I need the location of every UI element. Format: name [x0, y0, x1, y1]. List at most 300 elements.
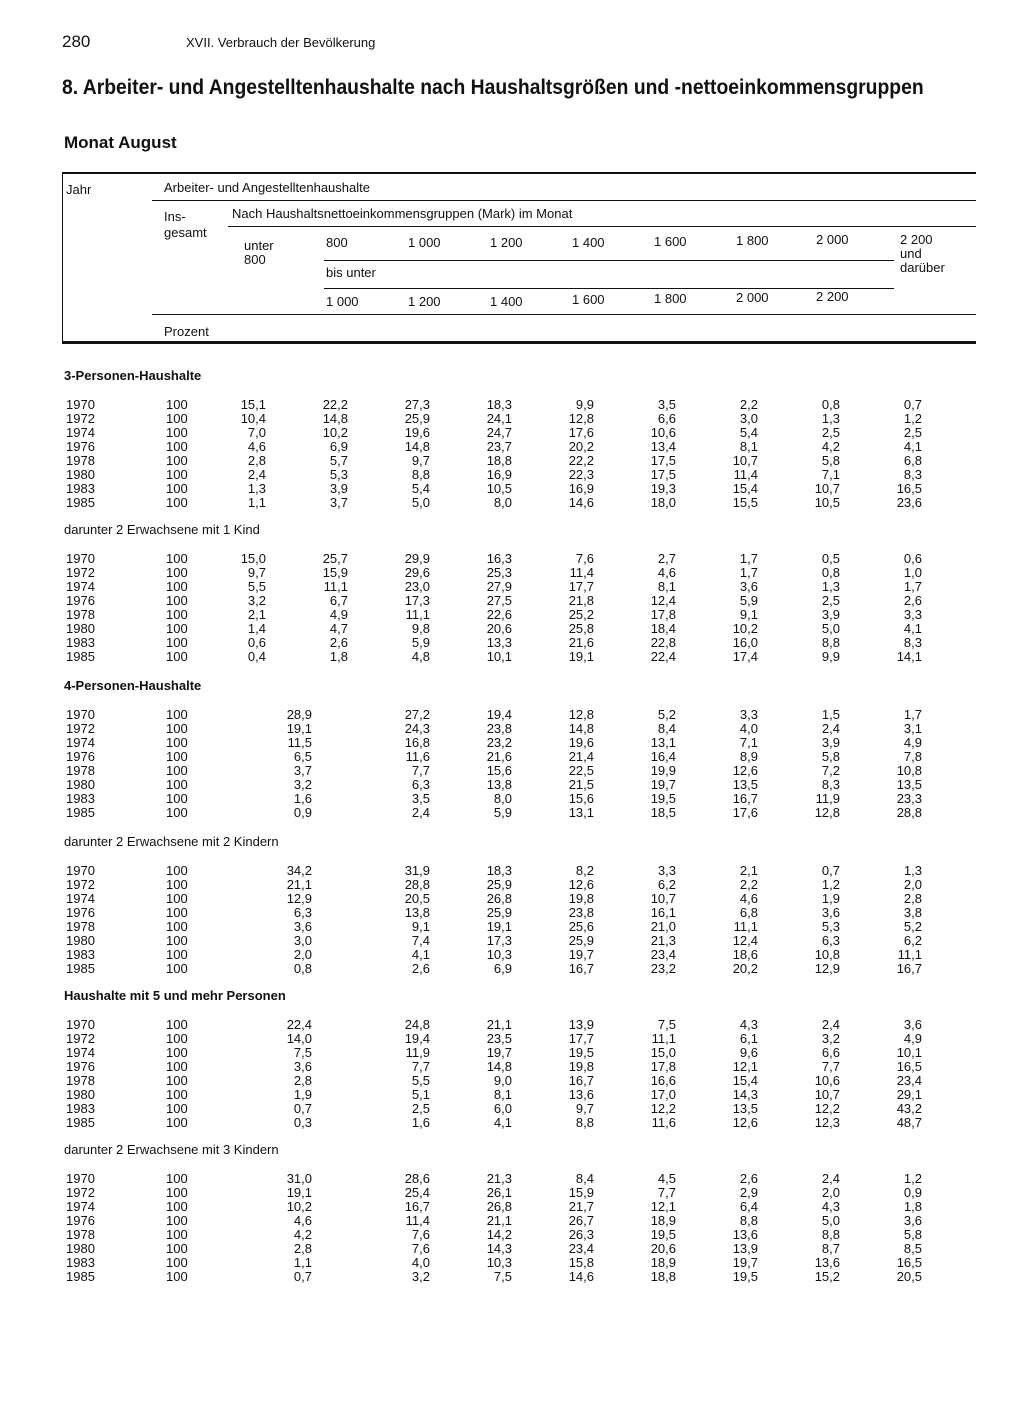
- cell-value: 8,7: [821, 1241, 840, 1256]
- cell-value: 1,7: [739, 551, 758, 566]
- cell-value: 27,3: [404, 397, 430, 412]
- cell-value: 10,8: [814, 947, 840, 962]
- cell-value: 2,8: [247, 453, 266, 468]
- cell-value: 16,4: [650, 749, 676, 764]
- header-income-group: Nach Haushaltsnettoeinkommensgruppen (Mark) im Monat: [232, 206, 573, 221]
- cell-value: 12,6: [568, 877, 594, 892]
- cell-year: 1978: [66, 453, 95, 468]
- table-row: [0, 1060, 1024, 1074]
- cell-value: 17,4: [732, 649, 758, 664]
- cell-value: 2,8: [293, 1241, 312, 1256]
- cell-value: 2,5: [821, 425, 840, 440]
- cell-value: 22,4: [286, 1017, 312, 1032]
- cell-value: 22,2: [568, 453, 594, 468]
- cell-value: 13,6: [814, 1255, 840, 1270]
- cell-value: 17,6: [568, 425, 594, 440]
- table-row: [0, 962, 1024, 976]
- cell-year: 1985: [66, 1115, 95, 1130]
- cell-value: 16,5: [896, 1059, 922, 1074]
- cell-value: 7,1: [739, 735, 758, 750]
- cell-year: 1985: [66, 805, 95, 820]
- cell-value: 6,8: [739, 905, 758, 920]
- cell-value: 8,8: [821, 1227, 840, 1242]
- cell-value: 29,9: [404, 551, 430, 566]
- cell-value: 8,8: [575, 1115, 594, 1130]
- cell-value: 13,3: [486, 635, 512, 650]
- cell-value: 25,2: [568, 607, 594, 622]
- cell-value: 17,5: [650, 453, 676, 468]
- cell-year: 1976: [66, 1059, 95, 1074]
- cell-value: 8,4: [657, 721, 676, 736]
- cell-value: 2,0: [293, 947, 312, 962]
- cell-value: 1,7: [739, 565, 758, 580]
- cell-value: 2,5: [903, 425, 922, 440]
- cell-value: 1,7: [903, 707, 922, 722]
- table-row: [0, 1116, 1024, 1130]
- cell-value: 6,2: [903, 933, 922, 948]
- cell-value: 11,9: [405, 1045, 430, 1060]
- cell-value: 10,7: [650, 891, 676, 906]
- cell-value: 22,4: [650, 649, 676, 664]
- header-insgesamt-1: Ins-: [164, 209, 186, 224]
- cell-value: 8,9: [739, 749, 758, 764]
- cell-value: 3,7: [293, 763, 312, 778]
- cell-value: 9,9: [575, 397, 594, 412]
- cell-value: 11,1: [897, 947, 922, 962]
- table-row: [0, 398, 1024, 412]
- cell-insgesamt: 100: [166, 947, 188, 962]
- cell-insgesamt: 100: [166, 1171, 188, 1186]
- cell-value: 12,8: [814, 805, 840, 820]
- table-row: [0, 864, 1024, 878]
- cell-value: 5,4: [739, 425, 758, 440]
- cell-value: 4,9: [329, 607, 348, 622]
- cell-value: 1,0: [903, 565, 922, 580]
- cell-value: 15,2: [814, 1269, 840, 1284]
- cell-value: 15,8: [568, 1255, 594, 1270]
- cell-insgesamt: 100: [166, 481, 188, 496]
- table-row: [0, 1200, 1024, 1214]
- cell-value: 5,8: [821, 749, 840, 764]
- cell-value: 1,1: [247, 495, 266, 510]
- cell-insgesamt: 100: [166, 1087, 188, 1102]
- cell-year: 1978: [66, 1073, 95, 1088]
- cell-value: 16,3: [486, 551, 512, 566]
- cell-value: 10,2: [286, 1199, 312, 1214]
- cell-year: 1978: [66, 1227, 95, 1242]
- cell-value: 5,0: [411, 495, 430, 510]
- cell-value: 19,1: [486, 919, 512, 934]
- cell-insgesamt: 100: [166, 579, 188, 594]
- cell-year: 1980: [66, 933, 95, 948]
- cell-year: 1974: [66, 1199, 95, 1214]
- cell-value: 18,5: [650, 805, 676, 820]
- table-row: [0, 1214, 1024, 1228]
- cell-value: 9,7: [247, 565, 266, 580]
- cell-value: 15,4: [732, 481, 758, 496]
- cell-value: 6,9: [329, 439, 348, 454]
- cell-value: 11,4: [405, 1213, 430, 1228]
- cell-value: 7,2: [821, 763, 840, 778]
- cell-value: 5,8: [903, 1227, 922, 1242]
- cell-insgesamt: 100: [166, 877, 188, 892]
- cell-value: 14,2: [486, 1227, 512, 1242]
- cell-value: 9,9: [821, 649, 840, 664]
- cell-value: 28,8: [896, 805, 922, 820]
- header-top-rule: [62, 172, 976, 174]
- cell-value: 6,6: [657, 411, 676, 426]
- cell-value: 0,7: [821, 863, 840, 878]
- cell-insgesamt: 100: [166, 397, 188, 412]
- cell-value: 5,3: [821, 919, 840, 934]
- section-title: 3-Personen-Haushalte: [64, 368, 202, 383]
- cell-year: 1972: [66, 1031, 95, 1046]
- cell-value: 8,8: [739, 1213, 758, 1228]
- cell-value: 3,6: [293, 919, 312, 934]
- cell-value: 1,7: [903, 579, 922, 594]
- section-title: 4-Personen-Haushalte: [64, 678, 202, 693]
- cell-year: 1985: [66, 649, 95, 664]
- cell-value: 15,6: [486, 763, 512, 778]
- cell-value: 6,4: [739, 1199, 758, 1214]
- cell-value: 13,9: [568, 1017, 594, 1032]
- cell-value: 21,5: [568, 777, 594, 792]
- table-row: [0, 594, 1024, 608]
- cell-value: 12,9: [286, 891, 312, 906]
- header-rule-5: [152, 314, 976, 315]
- cell-value: 1,4: [247, 621, 266, 636]
- cell-value: 23,5: [486, 1031, 512, 1046]
- cell-value: 12,9: [814, 961, 840, 976]
- table-row: [0, 552, 1024, 566]
- table-row: [0, 440, 1024, 454]
- cell-value: 4,2: [293, 1227, 312, 1242]
- cell-value: 7,6: [575, 551, 594, 566]
- table-row: [0, 778, 1024, 792]
- cell-value: 10,5: [486, 481, 512, 496]
- table-row: [0, 1046, 1024, 1060]
- cell-insgesamt: 100: [166, 439, 188, 454]
- table-row: [0, 636, 1024, 650]
- cell-value: 5,3: [329, 467, 348, 482]
- cell-value: 8,3: [821, 777, 840, 792]
- cell-value: 12,8: [568, 411, 594, 426]
- cell-year: 1974: [66, 579, 95, 594]
- cell-value: 18,9: [650, 1213, 676, 1228]
- cell-value: 15,4: [732, 1073, 758, 1088]
- cell-value: 14,3: [732, 1087, 758, 1102]
- cell-value: 7,6: [411, 1241, 430, 1256]
- cell-value: 2,5: [411, 1101, 430, 1116]
- table-row: [0, 496, 1024, 510]
- cell-value: 19,7: [732, 1255, 758, 1270]
- table-row: [0, 650, 1024, 664]
- cell-year: 1970: [66, 1017, 95, 1032]
- header-lower-2000: 2 000: [816, 232, 849, 247]
- cell-value: 23,7: [486, 439, 512, 454]
- cell-value: 9,1: [411, 919, 430, 934]
- cell-value: 17,3: [486, 933, 512, 948]
- cell-year: 1976: [66, 593, 95, 608]
- cell-value: 7,5: [493, 1269, 512, 1284]
- cell-value: 21,1: [486, 1213, 512, 1228]
- cell-value: 1,6: [293, 791, 312, 806]
- cell-insgesamt: 100: [166, 961, 188, 976]
- cell-year: 1980: [66, 621, 95, 636]
- cell-value: 18,8: [650, 1269, 676, 1284]
- cell-value: 8,1: [657, 579, 676, 594]
- table-row: [0, 1242, 1024, 1256]
- cell-value: 4,9: [903, 735, 922, 750]
- header-top-1: 2 200: [900, 232, 933, 247]
- cell-value: 16,7: [568, 961, 594, 976]
- cell-value: 16,9: [568, 481, 594, 496]
- cell-value: 12,8: [568, 707, 594, 722]
- header-unter-1: unter: [244, 238, 274, 253]
- cell-value: 0,7: [293, 1101, 312, 1116]
- section-title: Haushalte mit 5 und mehr Personen: [64, 988, 286, 1003]
- cell-value: 15,9: [322, 565, 348, 580]
- cell-value: 10,3: [486, 947, 512, 962]
- cell-value: 25,6: [568, 919, 594, 934]
- cell-value: 7,8: [903, 749, 922, 764]
- cell-value: 24,3: [404, 721, 430, 736]
- cell-value: 25,4: [404, 1185, 430, 1200]
- cell-value: 11,5: [287, 735, 312, 750]
- cell-value: 17,7: [568, 579, 594, 594]
- cell-value: 4,1: [493, 1115, 512, 1130]
- cell-year: 1970: [66, 1171, 95, 1186]
- cell-value: 7,7: [411, 763, 430, 778]
- cell-value: 25,9: [568, 933, 594, 948]
- table-row: [0, 764, 1024, 778]
- cell-year: 1974: [66, 425, 95, 440]
- cell-value: 16,8: [404, 735, 430, 750]
- cell-value: 7,4: [411, 933, 430, 948]
- cell-value: 16,7: [732, 791, 758, 806]
- cell-value: 25,9: [486, 877, 512, 892]
- cell-year: 1980: [66, 467, 95, 482]
- cell-insgesamt: 100: [166, 1255, 188, 1270]
- cell-value: 8,3: [903, 635, 922, 650]
- header-left-rule: [62, 172, 63, 342]
- cell-value: 10,1: [486, 649, 512, 664]
- cell-value: 12,4: [650, 593, 676, 608]
- cell-value: 14,1: [896, 649, 922, 664]
- cell-value: 0,9: [293, 805, 312, 820]
- cell-value: 23,2: [650, 961, 676, 976]
- cell-value: 13,9: [732, 1241, 758, 1256]
- cell-year: 1976: [66, 1213, 95, 1228]
- cell-value: 3,6: [903, 1213, 922, 1228]
- cell-insgesamt: 100: [166, 495, 188, 510]
- cell-value: 25,7: [322, 551, 348, 566]
- section-title: darunter 2 Erwachsene mit 1 Kind: [64, 522, 260, 537]
- cell-year: 1974: [66, 735, 95, 750]
- cell-insgesamt: 100: [166, 919, 188, 934]
- cell-value: 5,2: [657, 707, 676, 722]
- cell-value: 1,3: [821, 411, 840, 426]
- cell-value: 19,1: [286, 721, 312, 736]
- cell-value: 18,8: [486, 453, 512, 468]
- cell-value: 1,3: [247, 481, 266, 496]
- cell-value: 7,0: [247, 425, 266, 440]
- cell-value: 24,1: [486, 411, 512, 426]
- cell-value: 8,0: [493, 791, 512, 806]
- cell-value: 5,7: [329, 453, 348, 468]
- cell-value: 10,2: [322, 425, 348, 440]
- cell-insgesamt: 100: [166, 1031, 188, 1046]
- header-upper-1600: 1 600: [572, 292, 605, 307]
- table-row: [0, 412, 1024, 426]
- cell-value: 14,8: [404, 439, 430, 454]
- cell-value: 0,8: [821, 565, 840, 580]
- cell-value: 3,6: [293, 1059, 312, 1074]
- cell-value: 8,4: [575, 1171, 594, 1186]
- cell-value: 2,8: [293, 1073, 312, 1088]
- header-unter-2: 800: [244, 252, 266, 267]
- cell-value: 2,4: [821, 721, 840, 736]
- table-row: [0, 1186, 1024, 1200]
- cell-insgesamt: 100: [166, 1045, 188, 1060]
- cell-insgesamt: 100: [166, 735, 188, 750]
- cell-value: 19,6: [404, 425, 430, 440]
- cell-value: 26,7: [568, 1213, 594, 1228]
- cell-value: 10,8: [896, 763, 922, 778]
- cell-value: 4,8: [411, 649, 430, 664]
- cell-value: 21,6: [486, 749, 512, 764]
- cell-value: 3,2: [411, 1269, 430, 1284]
- cell-value: 6,2: [657, 877, 676, 892]
- cell-value: 0,8: [821, 397, 840, 412]
- cell-value: 26,8: [486, 1199, 512, 1214]
- cell-value: 2,7: [657, 551, 676, 566]
- cell-value: 1,8: [903, 1199, 922, 1214]
- cell-insgesamt: 100: [166, 621, 188, 636]
- cell-value: 15,5: [732, 495, 758, 510]
- cell-year: 1983: [66, 481, 95, 496]
- cell-year: 1972: [66, 1185, 95, 1200]
- cell-value: 10,6: [650, 425, 676, 440]
- cell-value: 16,0: [732, 635, 758, 650]
- cell-value: 29,6: [404, 565, 430, 580]
- cell-insgesamt: 100: [166, 635, 188, 650]
- table-row: [0, 608, 1024, 622]
- cell-value: 10,4: [240, 411, 266, 426]
- cell-value: 2,1: [247, 607, 266, 622]
- cell-value: 17,6: [732, 805, 758, 820]
- header-rule-3: [324, 260, 894, 261]
- cell-value: 19,7: [650, 777, 676, 792]
- cell-value: 8,1: [493, 1087, 512, 1102]
- cell-value: 10,6: [814, 1073, 840, 1088]
- header-group: Arbeiter- und Angestelltenhaushalte: [164, 180, 370, 195]
- cell-value: 3,3: [739, 707, 758, 722]
- cell-insgesamt: 100: [166, 1185, 188, 1200]
- table-row: [0, 708, 1024, 722]
- table-row: [0, 934, 1024, 948]
- cell-value: 5,9: [411, 635, 430, 650]
- cell-value: 10,3: [486, 1255, 512, 1270]
- cell-year: 1972: [66, 721, 95, 736]
- cell-value: 14,0: [286, 1031, 312, 1046]
- header-upper-1800: 1 800: [654, 291, 687, 306]
- cell-year: 1980: [66, 1087, 95, 1102]
- cell-value: 2,9: [739, 1185, 758, 1200]
- cell-value: 2,2: [739, 397, 758, 412]
- cell-value: 1,5: [821, 707, 840, 722]
- cell-year: 1978: [66, 919, 95, 934]
- cell-year: 1972: [66, 565, 95, 580]
- table-row: [0, 1172, 1024, 1186]
- cell-value: 5,5: [411, 1073, 430, 1088]
- cell-value: 3,9: [821, 735, 840, 750]
- cell-insgesamt: 100: [166, 891, 188, 906]
- header-bottom-rule: [62, 341, 976, 344]
- cell-value: 25,3: [486, 565, 512, 580]
- header-upper-1200: 1 200: [408, 294, 441, 309]
- table-row: [0, 1102, 1024, 1116]
- cell-insgesamt: 100: [166, 551, 188, 566]
- table-row: [0, 482, 1024, 496]
- header-rule-4: [324, 288, 894, 289]
- cell-value: 16,6: [650, 1073, 676, 1088]
- cell-value: 23,8: [568, 905, 594, 920]
- cell-insgesamt: 100: [166, 777, 188, 792]
- table-row: [0, 566, 1024, 580]
- cell-year: 1970: [66, 707, 95, 722]
- cell-value: 0,7: [293, 1269, 312, 1284]
- cell-value: 5,8: [821, 453, 840, 468]
- cell-value: 13,5: [732, 1101, 758, 1116]
- cell-year: 1970: [66, 551, 95, 566]
- cell-value: 13,6: [568, 1087, 594, 1102]
- cell-insgesamt: 100: [166, 1115, 188, 1130]
- cell-value: 21,1: [486, 1017, 512, 1032]
- cell-value: 8,3: [903, 467, 922, 482]
- cell-year: 1985: [66, 1269, 95, 1284]
- cell-value: 22,2: [322, 397, 348, 412]
- cell-value: 5,5: [247, 579, 266, 594]
- cell-value: 13,6: [732, 1227, 758, 1242]
- cell-value: 21,1: [286, 877, 312, 892]
- section-title: darunter 2 Erwachsene mit 3 Kindern: [64, 1142, 279, 1157]
- cell-value: 2,2: [739, 877, 758, 892]
- table-row: [0, 1256, 1024, 1270]
- cell-year: 1970: [66, 397, 95, 412]
- cell-value: 15,1: [240, 397, 266, 412]
- cell-value: 25,9: [486, 905, 512, 920]
- cell-value: 18,9: [650, 1255, 676, 1270]
- cell-value: 0,9: [903, 1185, 922, 1200]
- cell-value: 4,6: [247, 439, 266, 454]
- table-row: [0, 580, 1024, 594]
- cell-insgesamt: 100: [166, 791, 188, 806]
- cell-value: 3,2: [821, 1031, 840, 1046]
- cell-insgesamt: 100: [166, 1241, 188, 1256]
- cell-value: 1,8: [329, 649, 348, 664]
- header-lower-1800: 1 800: [736, 233, 769, 248]
- table-row: [0, 920, 1024, 934]
- cell-value: 19,5: [650, 1227, 676, 1242]
- section-title: darunter 2 Erwachsene mit 2 Kindern: [64, 834, 279, 849]
- cell-value: 17,3: [404, 593, 430, 608]
- cell-value: 22,3: [568, 467, 594, 482]
- cell-value: 6,3: [293, 905, 312, 920]
- cell-value: 31,9: [404, 863, 430, 878]
- table-row: [0, 892, 1024, 906]
- cell-insgesamt: 100: [166, 863, 188, 878]
